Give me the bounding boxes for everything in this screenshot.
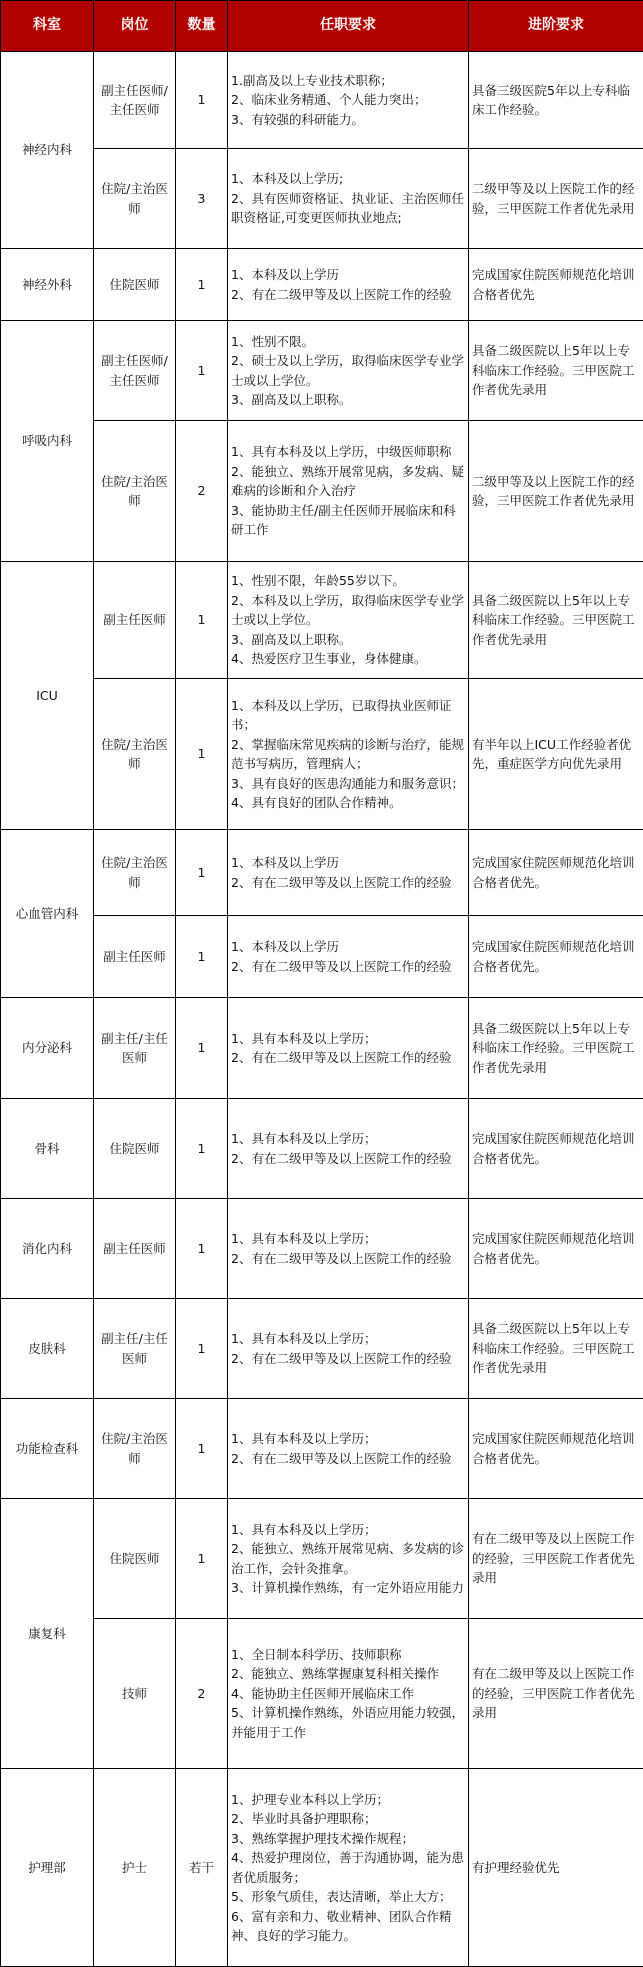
advanced-cell: 具备二级医院以上5年以上专科临床工作经验。三甲医院工作者优先录用 — [469, 1299, 643, 1399]
requirement-line: 1、具有本科及以上学历； — [231, 1521, 377, 1537]
count-cell: 1 — [176, 916, 228, 998]
dept-cell: 康复科 — [1, 1499, 94, 1769]
requirements-cell — [228, 1399, 469, 1499]
requirements-cell — [228, 52, 469, 149]
requirements-cell — [228, 321, 469, 421]
requirements-cell — [228, 1299, 469, 1399]
table-row — [1, 1769, 643, 1967]
position-cell: 副主任医师/主任医师 — [94, 52, 176, 149]
position-cell: 住院/主治医师 — [94, 830, 176, 916]
count-cell: 1 — [176, 1099, 228, 1199]
count-cell: 1 — [176, 1299, 228, 1399]
advanced-cell: 二级甲等及以上医院工作的经验，三甲医院工作者优先录用 — [469, 149, 643, 249]
position-cell: 住院/主治医师 — [94, 149, 176, 249]
requirement-line: 3、副高及以上职称。 — [231, 631, 352, 647]
requirement-line: 1、性别不限。 — [231, 333, 314, 349]
position-cell: 住院/主治医师 — [94, 421, 176, 562]
requirement-line: 4、具有良好的团队合作精神。 — [231, 795, 402, 810]
requirement-line: 1、本科及以上学历; — [231, 171, 344, 187]
table-row — [1, 998, 643, 1099]
count-cell: 1 — [176, 52, 228, 149]
requirement-line: 1、全日制本科学历、技师职称 — [231, 1646, 402, 1662]
requirements-cell — [228, 1099, 469, 1199]
requirement-line: 1、护理专业本科以上学历； — [231, 1791, 389, 1807]
requirement-line: 4、热爱医疗卫生事业，身体健康。 — [231, 651, 427, 667]
dept-cell: 神经内科 — [1, 52, 94, 249]
table-row — [1, 421, 643, 562]
requirement-line: 1.副高及以上专业技术职称； — [231, 72, 393, 88]
requirement-line: 2、有在二级甲等及以上医院工作的经验 — [231, 1450, 452, 1466]
table-row — [1, 1099, 643, 1199]
position-cell: 住院医师 — [94, 1099, 176, 1199]
advanced-cell: 具备二级医院以上5年以上专科临床工作经验。三甲医院工作者优先录用 — [469, 321, 643, 421]
table-row — [1, 830, 643, 916]
requirements-cell — [228, 679, 469, 830]
position-cell: 副主任医师/主任医师 — [94, 321, 176, 421]
requirement-line: 5、形象气质佳，表达清晰，举止大方； — [231, 1889, 452, 1904]
header-advanced: 进阶要求 — [469, 1, 643, 52]
requirement-line: 3、熟练掌握护理技术操作规程； — [231, 1830, 414, 1846]
count-cell: 1 — [176, 679, 228, 830]
header-row — [1, 1, 643, 52]
advanced-cell: 有护理经验优先 — [469, 1769, 643, 1967]
table-row — [1, 562, 643, 679]
dept-cell: 呼吸内科 — [1, 321, 94, 562]
requirements-cell — [228, 149, 469, 249]
requirement-line: 2、临床业务精通、个人能力突出； — [231, 92, 427, 108]
requirement-line: 1、本科及以上学历 — [231, 267, 339, 282]
dept-cell: 神经外科 — [1, 249, 94, 321]
position-cell: 住院/主治医师 — [94, 1399, 176, 1499]
advanced-cell: 具备三级医院5年以上专科临床工作经验。 — [469, 52, 643, 149]
requirement-line: 1、具有本科及以上学历，中级医师职称 — [231, 444, 452, 460]
requirement-line: 2、毕业时具备护理职称； — [231, 1811, 377, 1826]
count-cell: 1 — [176, 1199, 228, 1299]
position-cell: 副主任医师 — [94, 1199, 176, 1299]
requirements-cell — [228, 1769, 469, 1967]
requirement-line: 3、计算机操作熟练，有一定外语应用能力 — [231, 1580, 464, 1595]
position-cell: 住院/主治医师 — [94, 679, 176, 830]
position-cell: 技师 — [94, 1619, 176, 1769]
count-cell: 1 — [176, 249, 228, 321]
advanced-cell: 完成国家住院医师规范化培训合格者优先 — [469, 249, 643, 321]
position-cell: 护士 — [94, 1769, 176, 1967]
position-cell: 副主任医师 — [94, 916, 176, 998]
count-cell: 1 — [176, 562, 228, 679]
count-cell: 1 — [176, 998, 228, 1099]
requirement-line: 3、有较强的科研能力。 — [231, 111, 364, 127]
advanced-cell: 二级甲等及以上医院工作的经验，三甲医院工作者优先录用 — [469, 421, 643, 562]
requirement-line: 4、热爱护理岗位，善于沟通协调，能为患者优质服务； — [231, 1850, 464, 1885]
requirement-line: 2、有在二级甲等及以上医院工作的经验 — [231, 874, 452, 890]
position-cell: 副主任医师 — [94, 562, 176, 679]
count-cell: 3 — [176, 149, 228, 249]
requirement-line: 2、有在二级甲等及以上医院工作的经验 — [231, 1350, 452, 1366]
dept-cell: 消化内科 — [1, 1199, 94, 1299]
requirement-line: 2、有在二级甲等及以上医院工作的经验 — [231, 286, 452, 302]
dept-cell: ICU — [1, 562, 94, 830]
requirement-line: 1、本科及以上学历，已取得执业医师证书； — [231, 697, 452, 732]
dept-cell: 功能检查科 — [1, 1399, 94, 1499]
advanced-cell: 有在二级甲等及以上医院工作的经验，三甲医院工作者优先录用 — [469, 1499, 643, 1619]
requirement-line: 2、有在二级甲等及以上医院工作的经验 — [231, 1050, 452, 1065]
requirement-line: 2、能独立、熟练开展常见病、多发病的诊治工作，会针灸推拿。 — [231, 1541, 464, 1576]
requirement-line: 2、能独立、熟练掌握康复科相关操作 — [231, 1666, 439, 1682]
table-row — [1, 1619, 643, 1769]
count-cell: 2 — [176, 421, 228, 562]
advanced-cell: 完成国家住院医师规范化培训合格者优先。 — [469, 1199, 643, 1299]
requirement-line: 2、有在二级甲等及以上医院工作的经验 — [231, 958, 452, 974]
requirement-line: 3、副高及以上职称。 — [231, 392, 352, 407]
requirements-cell — [228, 421, 469, 562]
dept-cell: 护理部 — [1, 1769, 94, 1967]
count-cell: 若干 — [176, 1769, 228, 1967]
requirement-line: 2、掌握临床常见疾病的诊断与治疗，能规范书写病历，管理病人； — [231, 736, 464, 771]
table-row — [1, 321, 643, 421]
position-cell: 副主任/主任医师 — [94, 998, 176, 1099]
table-row — [1, 1299, 643, 1399]
requirements-cell — [228, 562, 469, 679]
requirement-line: 1、具有本科及以上学历； — [231, 1231, 377, 1246]
position-cell: 住院医师 — [94, 1499, 176, 1619]
count-cell: 1 — [176, 1499, 228, 1619]
requirements-cell — [228, 249, 469, 321]
advanced-cell: 具备二级医院以上5年以上专科临床工作经验。三甲医院工作者优先录用 — [469, 562, 643, 679]
requirement-line: 2、能独立、熟练开展常见病，多发病、疑难病的诊断和介入治疗 — [231, 463, 464, 499]
table-row — [1, 52, 643, 149]
requirement-line: 2、有在二级甲等及以上医院工作的经验 — [231, 1150, 452, 1166]
count-cell: 1 — [176, 321, 228, 421]
requirement-line: 1、本科及以上学历 — [231, 939, 339, 954]
advanced-cell: 有在二级甲等及以上医院工作的经验，三甲医院工作者优先录用 — [469, 1619, 643, 1769]
requirement-line: 4、能协助主任医师开展临床工作 — [231, 1685, 414, 1701]
advanced-cell: 完成国家住院医师规范化培训合格者优先。 — [469, 830, 643, 916]
requirement-line: 1、性别不限，年龄55岁以下。 — [231, 573, 405, 589]
requirement-line: 2、具有医师资格证、执业证、主治医师任职资格证,可变更医师执业地点; — [231, 190, 464, 226]
header-requirements: 任职要求 — [228, 1, 469, 52]
header-dept: 科室 — [1, 1, 94, 52]
requirement-line: 1、本科及以上学历 — [231, 855, 339, 870]
requirement-line: 2、硕士及以上学历，取得临床医学专业学士或以上学位。 — [231, 353, 464, 388]
advanced-cell: 完成国家住院医师规范化培训合格者优先。 — [469, 1099, 643, 1199]
header-count: 数量 — [176, 1, 228, 52]
requirement-line: 1、具有本科及以上学历； — [231, 1431, 377, 1446]
table-row — [1, 149, 643, 249]
requirement-line: 2、本科及以上学历，取得临床医学专业学士或以上学位。 — [231, 592, 464, 628]
requirement-line: 5、计算机操作熟练，外语应用能力较强，并能用于工作 — [231, 1705, 464, 1740]
table-row — [1, 916, 643, 998]
table-row — [1, 1199, 643, 1299]
dept-cell: 心血管内科 — [1, 830, 94, 998]
advanced-cell: 具备二级医院以上5年以上专科临床工作经验。三甲医院工作者优先录用 — [469, 998, 643, 1099]
requirement-line: 6、富有亲和力、敬业精神、团队合作精神、良好的学习能力。 — [231, 1908, 452, 1943]
requirement-line: 3、能协助主任/副主任医师开展临床和科研工作 — [231, 502, 456, 538]
position-cell: 副主任/主任医师 — [94, 1299, 176, 1399]
requirements-cell — [228, 998, 469, 1099]
advanced-cell: 完成国家住院医师规范化培训合格者优先。 — [469, 916, 643, 998]
requirements-cell — [228, 1499, 469, 1619]
dept-cell: 内分泌科 — [1, 998, 94, 1099]
count-cell: 1 — [176, 830, 228, 916]
advanced-cell: 完成国家住院医师规范化培训合格者优先。 — [469, 1399, 643, 1499]
requirements-cell — [228, 830, 469, 916]
count-cell: 2 — [176, 1619, 228, 1769]
header-position: 岗位 — [94, 1, 176, 52]
requirements-cell — [228, 1199, 469, 1299]
requirement-line: 3、具有良好的医患沟通能力和服务意识； — [231, 775, 464, 791]
requirement-line: 1、具有本科及以上学历； — [231, 1030, 377, 1046]
requirement-line: 2、有在二级甲等及以上医院工作的经验 — [231, 1250, 452, 1266]
advanced-cell: 有半年以上ICU工作经验者优先，重症医学方向优先录用 — [469, 679, 643, 830]
count-cell: 1 — [176, 1399, 228, 1499]
position-cell: 住院医师 — [94, 249, 176, 321]
dept-cell: 骨科 — [1, 1099, 94, 1199]
table-row — [1, 249, 643, 321]
requirement-line: 1、具有本科及以上学历； — [231, 1131, 377, 1146]
table-row — [1, 1499, 643, 1619]
requirements-cell — [228, 916, 469, 998]
table-row — [1, 679, 643, 830]
requirement-line: 1、具有本科及以上学历； — [231, 1331, 377, 1346]
requirements-cell — [228, 1619, 469, 1769]
dept-cell: 皮肤科 — [1, 1299, 94, 1399]
table-row — [1, 1399, 643, 1499]
